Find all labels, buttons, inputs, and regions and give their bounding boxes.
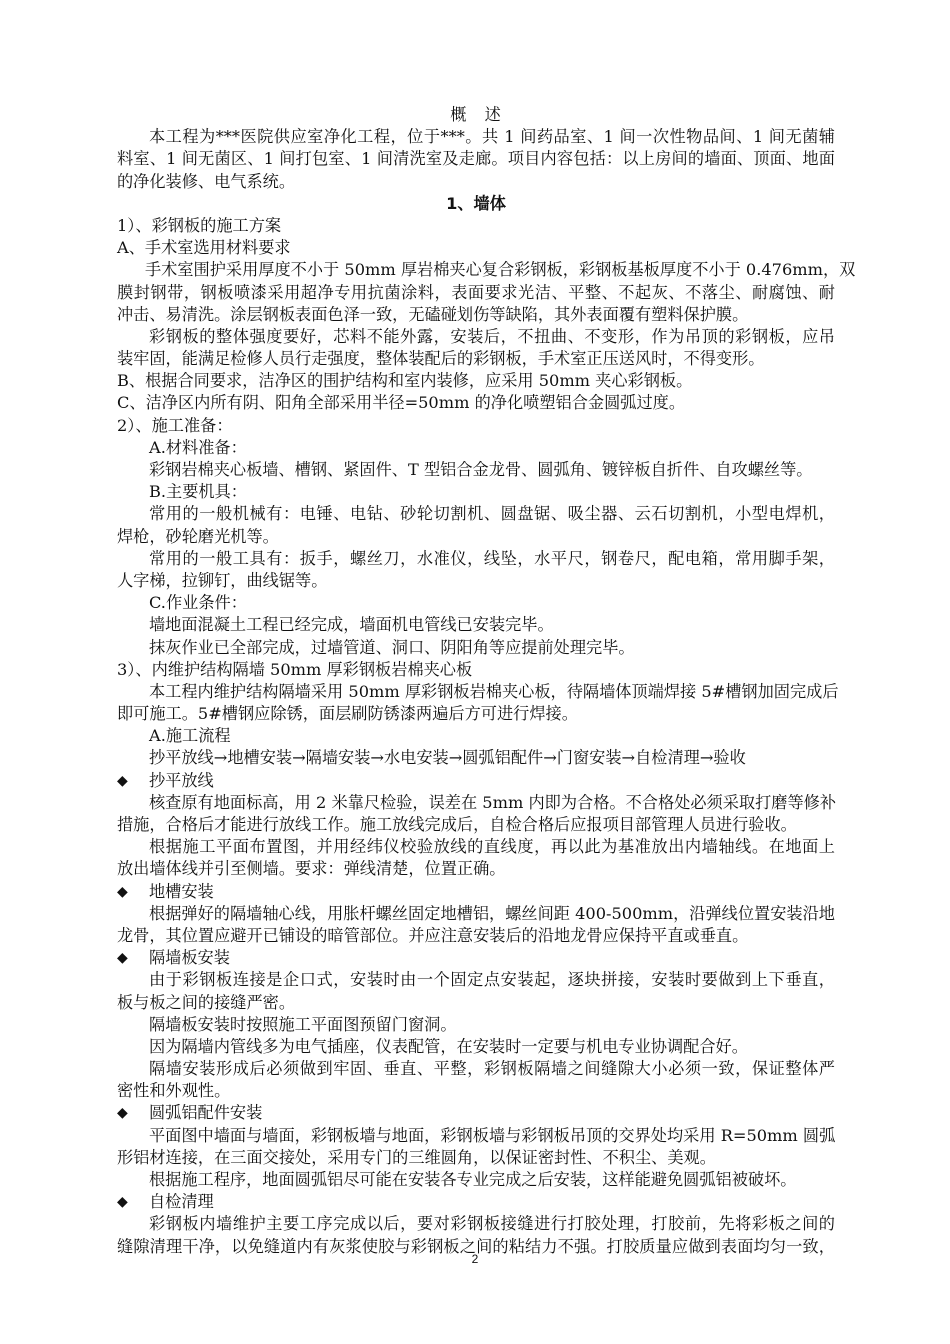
paragraph-line: 焊枪，砂轮磨光机等。 (117, 526, 279, 546)
paragraph-line: 密性和外观性。 (117, 1081, 231, 1101)
paragraph-line: 核查原有地面标高，用 2 米靠尺检验，误差在 5mm 内即为合格。不合格处必须采取打磨等修补 (149, 792, 837, 812)
section-heading: 1、墙体 (446, 193, 506, 213)
bullet-title: 地槽安装 (149, 881, 214, 901)
diamond-bullet-icon: ◆ (117, 1194, 128, 1211)
bullet-heading (117, 1102, 835, 1124)
paragraph-line: 本工程内维护结构隔墙采用 50mm 厚彩钢板岩棉夹心板，待隔墙体顶端焊接 5#槽钢加固完成后 (149, 681, 839, 701)
paragraph-line: 板与板之间的接缝严密。 (117, 992, 296, 1012)
subsection-heading: 3）、内维护结构隔墙 50mm 厚彩钢板岩棉夹心板 (117, 659, 473, 679)
paragraph-line: 常用的一般机械有：电锤、电钻、砂轮切割机、圆盘锯、吸尘器、云石切割机，小型电焊机， (149, 504, 835, 524)
bullet-heading (117, 770, 835, 792)
paragraph-line: 隔墙板安装时按照施工平面图预留门窗洞。 (149, 1014, 457, 1034)
bullet-heading (117, 947, 835, 969)
paragraph-line: 根据施工平面布置图，并用经纬仪校验放线的直线度，再以此为基准放出内墙轴线。在地面上 (149, 837, 835, 857)
paragraph-line: 由于彩钢板连接是企口式，安装时由一个固定点安装起，逐块拼接，安装时要做到上下垂直， (149, 970, 835, 990)
bullet-heading (117, 881, 835, 903)
bullet-title: 自检清理 (149, 1192, 214, 1212)
item-heading: C.作业条件： (149, 593, 247, 613)
paragraph-line: 人字梯，拉铆钉，曲线锯等。 (117, 570, 328, 590)
item-heading: B.主要机具： (149, 482, 247, 502)
paragraph-line: 冲击、易清洗。涂层钢板表面色泽一致，无磕碰划伤等缺陷，其外表面覆有塑料保护膜。 (117, 304, 749, 324)
paragraph-line: 抹灰作业已全部完成，过墙管道、洞口、阴阳角等应提前处理完毕。 (149, 637, 635, 657)
paragraph-line: 膜封钢带，钢板喷漆采用超净专用抗菌涂料，表面要求光洁、平整、不起灰、不落尘、耐腐蚀、耐 (117, 282, 835, 302)
paragraph-line: 装牢固，能满足检修人员行走强度，整体装配后的彩钢板，手术室正压送风时，不得变形。 (117, 349, 765, 369)
bullet-title: 隔墙板安装 (149, 948, 230, 968)
intro-line: 本工程为***医院供应室净化工程，位于***。共 1 间药品室、1 间一次性物品间、1 间无菌辅 (149, 127, 835, 147)
paragraph-line: 墙地面混凝土工程已经完成，墙面机电管线已安装完毕。 (149, 615, 554, 635)
paragraph-line: 彩钢岩棉夹心板墙、槽钢、紧固件、T 型铝合金龙骨、圆弧角、镀锌板自折件、自攻螺丝等。 (149, 460, 813, 479)
diamond-bullet-icon: ◆ (117, 772, 128, 789)
bullet-heading (117, 1191, 835, 1213)
subsection-heading: 1）、彩钢板的施工方案 (117, 215, 282, 235)
paragraph-line: 措施，合格后才能进行放线工作。施工放线完成后，自检合格后应报项目部管理人员进行验收。 (117, 815, 797, 834)
bullet-title: 抄平放线 (149, 770, 214, 790)
paragraph-line: 因为隔墙内管线多为电气插座，仪表配管，在安装时一定要与机电专业协调配合好。 (149, 1036, 748, 1056)
paragraph-line: 缝隙清理干净，以免缝道内有灰浆使胶与彩钢板之间的粘结力不强。打胶质量应做到表面均匀一致， (117, 1236, 835, 1256)
paragraph-line: 放出墙体线并引至侧墙。要求：弹线清楚，位置正确。 (117, 859, 506, 879)
paragraph-line: 常用的一般工具有：扳手，螺丝刀，水准仪，线坠，水平尺，钢卷尺，配电箱，常用脚手架， (149, 548, 835, 568)
paragraph-line: 形铝材连接，在三面交接处，采用专门的三维圆角，以保证密封性、不积尘、美观。 (117, 1147, 716, 1167)
paragraph-line: 彩钢板的整体强度要好，芯料不能外露，安装后，不扭曲、不变形，作为吊顶的彩钢板，应吊 (149, 326, 835, 346)
paragraph-line: 龙骨，其位置应避开已铺设的暗管部位。并应注意安装后的沿地龙骨应保持平直或垂直。 (117, 925, 749, 945)
subsection-heading: 2）、施工准备： (117, 415, 233, 435)
bullet-title: 圆弧铝配件安装 (149, 1103, 263, 1123)
item-heading: A.材料准备： (149, 437, 247, 457)
diamond-bullet-icon: ◆ (117, 883, 128, 900)
item-heading: A、手术室选用材料要求 (117, 238, 291, 258)
paragraph-line: 隔墙安装形成后必须做到牢固、垂直、平整，彩钢板隔墙之间缝隙大小必须一致，保证整体严 (149, 1059, 835, 1079)
intro-line: 料室、1 间无菌区、1 间打包室、1 间清洗室及走廊。项目内容包括：以上房间的墙面、顶面、地面 (117, 149, 835, 169)
process-flow: 抄平放线→地槽安装→隔墙安装→水电安装→圆弧铝配件→门窗安装→自检清理→验收 (149, 748, 746, 768)
item-text: B、根据合同要求，洁净区的围护结构和室内装修，应采用 50mm 夹心彩钢板。 (117, 371, 693, 391)
item-text: C、洁净区内所有阴、阳角全部采用半径=50mm 的净化喷塑铝合金圆弧过度。 (117, 393, 686, 413)
paragraph-line: 彩钢板内墙维护主要工序完成以后，要对彩钢板接缝进行打胶处理，打胶前，先将彩板之间的 (149, 1214, 835, 1234)
document-body (117, 104, 856, 1258)
intro-line: 的净化装修、电气系统。 (117, 171, 296, 191)
page-number: 2 (471, 1252, 479, 1266)
page-title: 概 述 (450, 105, 502, 124)
paragraph-line: 平面图中墙面与墙面，彩钢板墙与地面，彩钢板墙与彩钢板吊顶的交界处均采用 R=50mm 圆弧 (149, 1125, 836, 1145)
paragraph-line: 手术室围护采用厚度不小于 50mm 厚岩棉夹心复合彩钢板，彩钢板基板厚度不小于 0.476mm，双 (145, 260, 856, 280)
diamond-bullet-icon: ◆ (117, 950, 128, 967)
item-heading: A.施工流程 (149, 726, 231, 746)
paragraph-line: 即可施工。5#槽钢应除锈，面层刷防锈漆两遍后方可进行焊接。 (117, 704, 578, 724)
paragraph-line: 根据施工程序，地面圆弧铝尽可能在安装各专业完成之后安装，这样能避免圆弧铝被破坏。 (149, 1170, 797, 1189)
diamond-bullet-icon: ◆ (117, 1105, 128, 1122)
paragraph-line: 根据弹好的隔墙轴心线，用胀杆螺丝固定地槽铝，螺丝间距 400-500mm，沿弹线位置安装沿地 (149, 903, 835, 923)
